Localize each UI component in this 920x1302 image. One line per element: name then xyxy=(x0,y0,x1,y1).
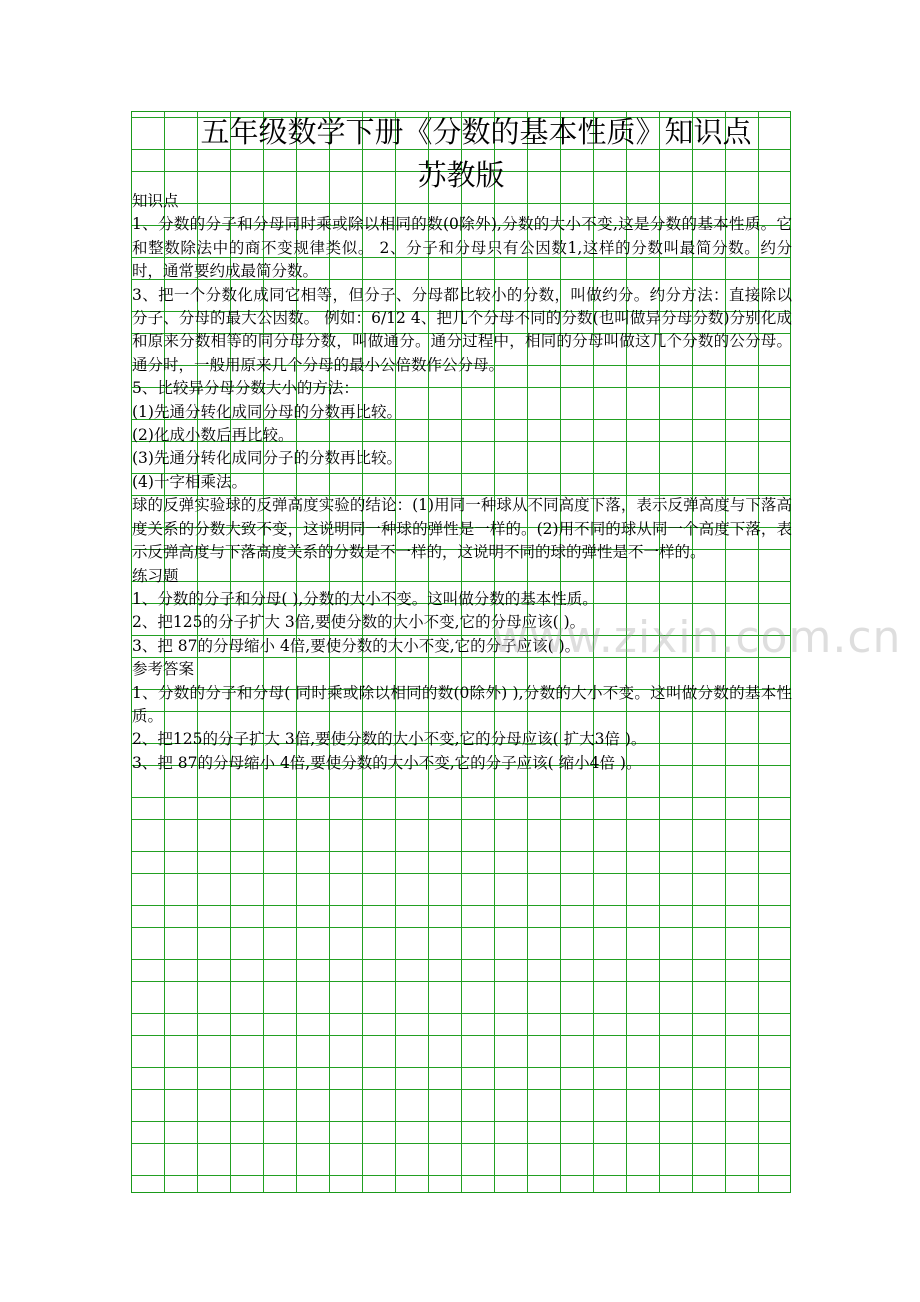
method-1: (1)先通分转化成同分母的分数再比较。 xyxy=(132,402,402,421)
answer-2: 2、把125的分子扩大 3倍,要使分数的大小不变,它的分母应该( 扩大3倍 )。 xyxy=(132,730,647,749)
document-page xyxy=(131,111,902,1193)
answer-1: 1、分数的分子和分母( 同时乘或除以相同的数(0除外) ),分数的大小不变。这叫做分数的基本性质。 xyxy=(132,683,792,725)
exercise-2: 2、把125的分子扩大 3倍,要使分数的大小不变,它的分母应该( )。 xyxy=(132,613,586,632)
heading-exercises: 练习题 xyxy=(132,566,179,585)
title-line-2: 苏教版 xyxy=(417,158,505,192)
paragraph-1: 1、分数的分子和分母同时乘或除以相同的数(0除外),分数的大小不变,这是分数的基本性质。它和整数除法中的商不变规律类似。 2、分子和分母只有公因数1,这样的分数叫最简分数。约分时，通常要约成最简分数。 xyxy=(132,215,792,281)
exercise-3: 3、把 87的分母缩小 4倍,要使分数的大小不变,它的分子应该( )。 xyxy=(132,636,581,655)
method-3: (3)先通分转化成同分子的分数再比较。 xyxy=(132,449,402,468)
title-line-1: 五年级数学下册《分数的基本性质》知识点 xyxy=(200,115,752,149)
method-2: (2)化成小数后再比较。 xyxy=(132,426,294,445)
heading-knowledge: 知识点 xyxy=(132,192,179,210)
paragraph-compare: 5、比较异分母分数大小的方法： xyxy=(132,379,359,398)
heading-answers: 参考答案 xyxy=(132,660,195,679)
paragraph-ball: 球的反弹实验球的反弹高度实验的结论：(1)用同一种球从不同高度下落，表示反弹高度与下落高度关系的分数大致不变，这说明同一种球的弹性是一样的。(2)用不同的球从同一个高度下落，表示反弹高度与下落高度关系的分数是不一样的，这说明不同的球的弹性是不一样的。 xyxy=(132,496,792,562)
paragraph-2: 3、把一个分数化成同它相等，但分子、分母都比较小的分数，叫做约分。约分方法：直接除以分子、分母的最大公因数。 例如：6/12 4、把几个分母不同的分数(也叫做异分母分数)分别化成和原来分数相等的同分母分数，叫做通分。通分过程中，相同的分母叫做这几个分数的公分母。通分时，一般用原来几个分母的最小公倍数作公分母。 xyxy=(132,285,792,374)
answer-3: 3、把 87的分母缩小 4倍,要使分数的大小不变,它的分子应该( 缩小4倍 )。 xyxy=(132,753,642,772)
document-body xyxy=(132,190,792,775)
method-4: (4)十字相乘法。 xyxy=(132,472,247,491)
watermark: www.zixin.com.cn xyxy=(492,612,902,663)
exercise-1: 1、分数的分子和分母( ),分数的大小不变。这叫做分数的基本性质。 xyxy=(132,589,598,608)
